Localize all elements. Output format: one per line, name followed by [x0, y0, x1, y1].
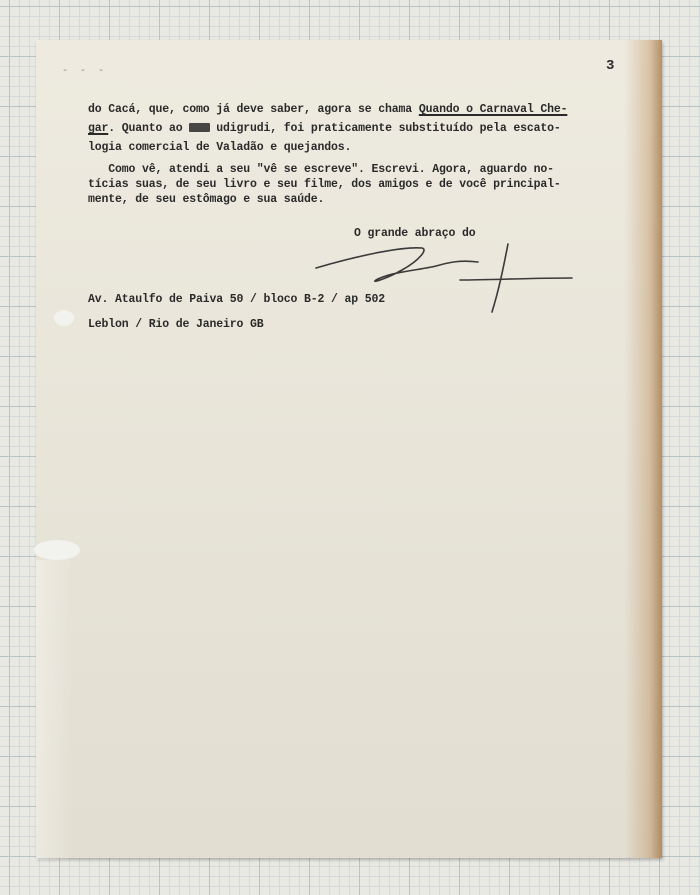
- page-number: 3: [606, 58, 615, 74]
- text-segment: do Cacá, que, como já deve saber, agora se chama: [88, 103, 419, 116]
- paragraph-2-line-3: mente, de seu estômago e sua saúde.: [88, 193, 325, 206]
- punch-hole: [34, 540, 80, 560]
- address-line-2: Leblon / Rio de Janeiro GB: [88, 318, 264, 331]
- paragraph-1-line-2: [88, 119, 561, 138]
- paragraph-2-line-2: tícias suas, de seu livro e seu filme, dos amigos e de você principal-: [88, 178, 561, 191]
- paragraph-1-line-1: [88, 100, 567, 119]
- corner-mark: - - -: [62, 66, 108, 77]
- punch-hole: [54, 310, 74, 326]
- paragraph-1-line-3: logia comercial de Valadão e quejandos.: [88, 141, 352, 154]
- struck-word: [189, 123, 209, 132]
- address-line-1: Av. Ataulfo de Paiva 50 / bloco B-2 / ap 502: [88, 293, 386, 306]
- closing-line: O grande abraço do: [354, 227, 476, 240]
- film-title-end: gar: [88, 122, 109, 135]
- paragraph-2-line-1: Como vê, atendi a seu "vê se escreve". Escrevi. Agora, aguardo no-: [88, 163, 554, 176]
- text-segment: . Quanto ao: [108, 122, 190, 135]
- letter-page: [36, 40, 662, 858]
- film-title: Quando o Carnaval Che-: [418, 103, 568, 116]
- text-segment: udigrudi, foi praticamente substituído pela escato-: [209, 122, 561, 135]
